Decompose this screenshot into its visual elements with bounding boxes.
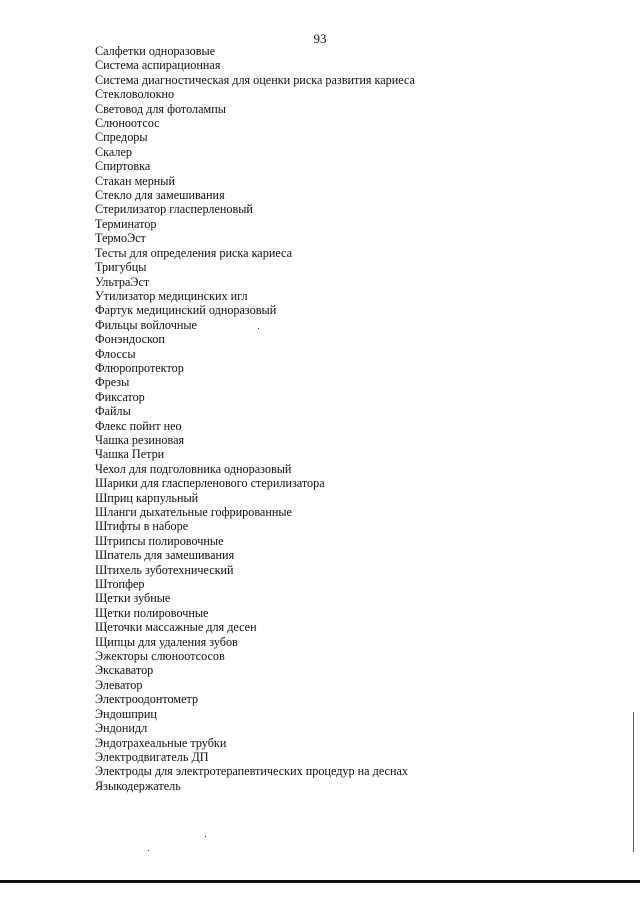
- scan-speck: [205, 836, 206, 837]
- list-item: Слюноотсос: [95, 116, 160, 131]
- list-item: Электроодонтометр: [95, 692, 199, 707]
- list-item: Щипцы для удаления зубов: [95, 634, 238, 649]
- list-item: Штихель зуботехнический: [95, 562, 234, 577]
- list-item: Щеточки массажные для десен: [95, 620, 257, 635]
- list-item: Спиртовка: [95, 159, 151, 174]
- list-item: Фрезы: [95, 375, 130, 390]
- list-item: Шпатель для замешивания: [95, 548, 235, 563]
- list-item: Шарики для гласперленового стерилизатора: [95, 476, 325, 491]
- list-item: Световод для фотолампы: [95, 101, 226, 116]
- scan-bottom-rule: [0, 880, 640, 883]
- list-item: Стекловолокно: [95, 87, 175, 102]
- list-item: Эндотрахеальные трубки: [95, 735, 227, 750]
- scan-speck: [148, 850, 149, 851]
- list-item: Терминатор: [95, 216, 157, 231]
- list-item: Спредоры: [95, 130, 148, 145]
- list-item: Электродвигатель ДП: [95, 749, 209, 764]
- list-item: Стекло для замешивания: [95, 188, 225, 203]
- list-item: Система аспирационная: [95, 58, 221, 73]
- list-item: Языкодержатель: [95, 778, 181, 793]
- list-item: Элеватор: [95, 677, 143, 692]
- list-item: Чехол для подголовника одноразовый: [95, 461, 292, 476]
- list-item: Шланги дыхательные гофрированные: [95, 505, 292, 519]
- list-item: Эндонидл: [95, 721, 148, 736]
- list-item: Щетки зубные: [95, 591, 171, 606]
- list-item: Тригубцы: [95, 260, 147, 275]
- list-item: Щетки полировочные: [95, 605, 209, 620]
- list-item: Система диагностическая для оценки риска развития кариеса: [95, 72, 415, 87]
- list-item: УльтраЭст: [95, 274, 150, 289]
- list-item: Утилизатор медицинских игл: [95, 288, 248, 303]
- list-item: Флюропротектор: [95, 360, 184, 375]
- list-item: Флоссы: [95, 346, 136, 361]
- equipment-list: [95, 44, 415, 793]
- list-item: Эндошприц: [95, 706, 157, 721]
- list-item: Чашка резиновая: [95, 432, 185, 447]
- scan-speck: [258, 328, 259, 329]
- list-item: Салфетки одноразовые: [95, 44, 216, 58]
- list-item: Экскаватор: [95, 663, 154, 678]
- list-item: Электроды для электротерапевтических процедур на деснах: [95, 764, 408, 779]
- list-item: Стерилизатор гласперленовый: [95, 202, 253, 217]
- list-item: Скалер: [95, 144, 132, 159]
- list-item: Файлы: [95, 404, 131, 419]
- scan-edge-line: [633, 712, 634, 852]
- list-item: Шприц карпульный: [95, 490, 199, 505]
- list-item: Штифты в наборе: [95, 519, 189, 534]
- list-item: Эжекторы слюноотсосов: [95, 649, 225, 664]
- list-item: Штрипсы полировочные: [95, 533, 224, 548]
- list-item: ТермоЭст: [95, 231, 146, 246]
- list-item: Стакан мерный: [95, 173, 176, 188]
- list-item: Чашка Петри: [95, 447, 165, 462]
- page-number: 93: [313, 31, 327, 46]
- list-item: Флекс пойнт нео: [95, 418, 182, 433]
- list-item: Фильцы войлочные: [95, 317, 197, 332]
- list-item: Фиксатор: [95, 389, 145, 404]
- list-item: Штопфер: [95, 577, 145, 592]
- list-item: Фонэндоскоп: [95, 332, 165, 347]
- list-item: Тесты для определения риска кариеса: [95, 245, 293, 260]
- list-item: Фартук медицинский одноразовый: [95, 303, 277, 318]
